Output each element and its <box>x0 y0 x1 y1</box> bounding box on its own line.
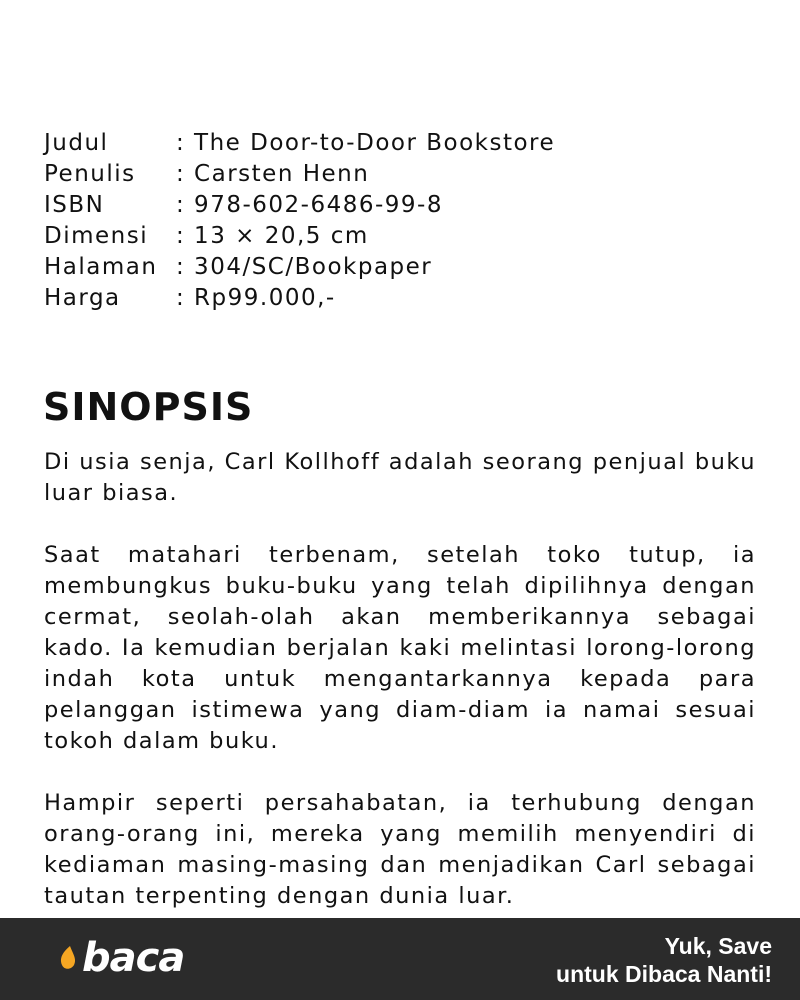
detail-row-author <box>44 159 555 190</box>
detail-row-dimensions <box>44 221 555 252</box>
synopsis-body <box>44 447 756 912</box>
book-details <box>44 128 555 314</box>
footer-bar <box>0 918 800 1000</box>
detail-label: ISBN <box>44 192 105 218</box>
detail-value: : 13 × 20,5 cm <box>176 223 369 249</box>
detail-value: : Rp99.000,- <box>176 285 336 311</box>
cta-line: Yuk, Save <box>664 933 772 959</box>
detail-row-title <box>44 128 555 159</box>
detail-row-price <box>44 283 555 314</box>
save-cta <box>556 932 772 988</box>
detail-label: Penulis <box>44 161 136 187</box>
detail-value: : 304/SC/Bookpaper <box>176 254 433 280</box>
synopsis-paragraph: Di usia senja, Carl Kollhoff adalah seorang penjual buku luar biasa. <box>44 449 756 506</box>
logo-text: baca <box>82 935 185 981</box>
detail-value: : 978-602-6486-99-8 <box>176 192 443 218</box>
synopsis-heading: SINOPSIS <box>43 385 254 429</box>
detail-value: : Carsten Henn <box>176 161 370 187</box>
detail-row-isbn <box>44 190 555 221</box>
flame-icon <box>58 945 78 971</box>
detail-label: Harga <box>44 285 121 311</box>
baca-logo <box>58 935 185 981</box>
detail-label: Judul <box>44 130 109 156</box>
detail-row-pages <box>44 252 555 283</box>
detail-label: Halaman <box>44 254 158 280</box>
detail-value: : The Door-to-Door Bookstore <box>176 130 556 156</box>
cta-line: untuk Dibaca Nanti! <box>556 961 772 987</box>
synopsis-paragraph: Hampir seperti persahabatan, ia terhubung dengan orang-orang ini, mereka yang memilih menyendiri di kediaman masing-masing dan menjadikan Carl sebagai tautan terpenting dengan dunia luar. <box>44 790 756 909</box>
detail-label: Dimensi <box>44 223 149 249</box>
synopsis-paragraph: Saat matahari terbenam, setelah toko tutup, ia membungkus buku-buku yang telah dipilihnya dengan cermat, seolah-olah akan memberikannya sebagai kado. Ia kemudian berjalan kaki melintasi lorong-lorong indah kota untuk mengantarkannya kepada para pelanggan istimewa yang diam-diam ia namai sesuai tokoh dalam buku. <box>44 542 756 754</box>
